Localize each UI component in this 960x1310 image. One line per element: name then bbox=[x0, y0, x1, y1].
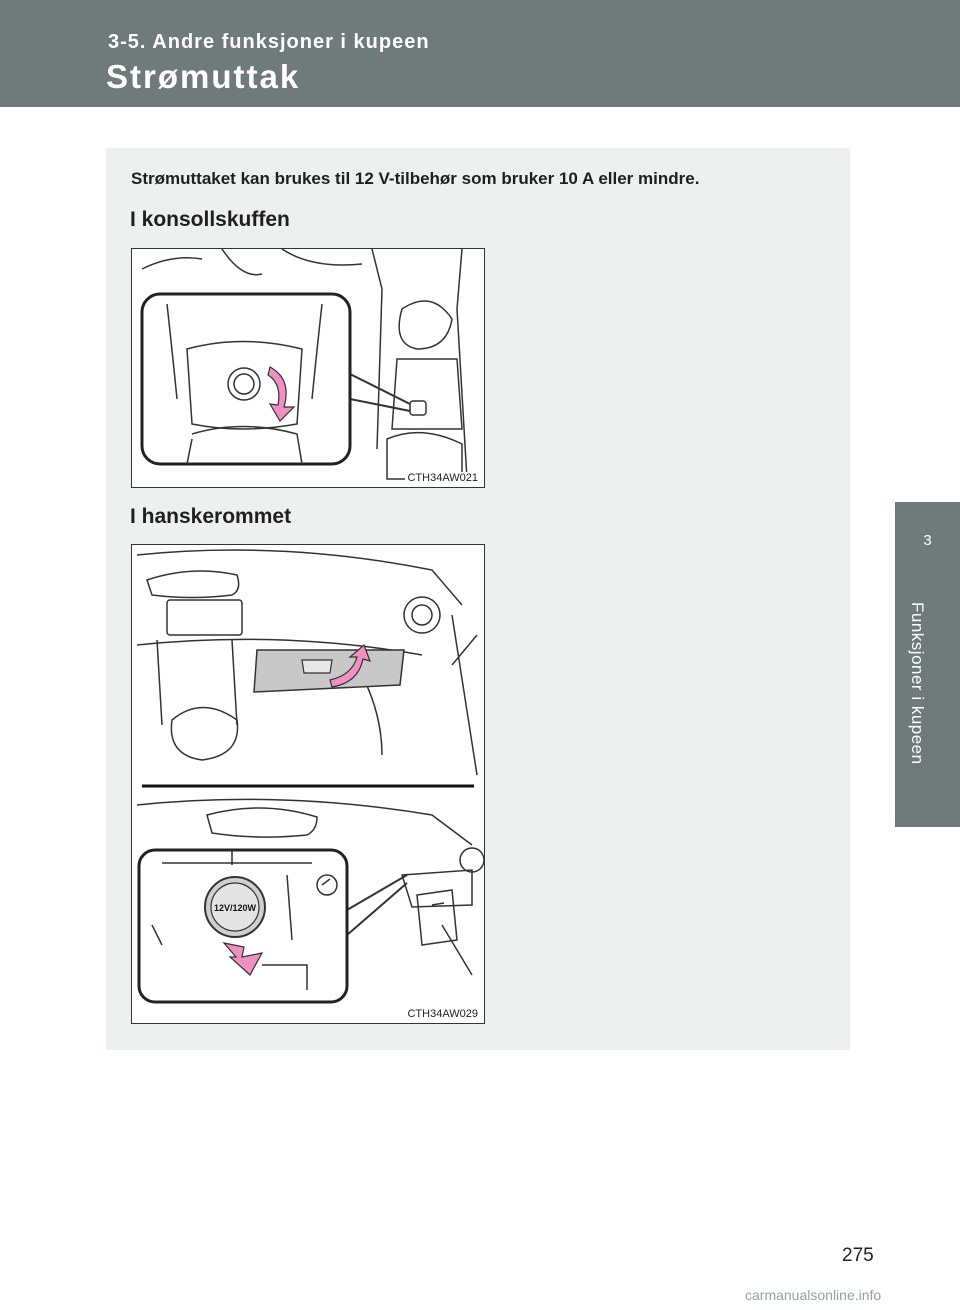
figure-code: CTH34AW021 bbox=[407, 472, 478, 484]
heading-glove-box: I hanskerommet bbox=[130, 505, 292, 528]
console-illustration bbox=[132, 249, 484, 487]
chapter-label: Funksjoner i kupeen bbox=[908, 602, 927, 765]
figure-glove-box bbox=[131, 544, 485, 1024]
page-number: 275 bbox=[842, 1245, 874, 1266]
intro-text: Strømuttaket kan brukes til 12 V-tilbehør som bruker 10 A eller mindre. bbox=[131, 169, 700, 188]
section-title: 3-5. Andre funksjoner i kupeen bbox=[108, 31, 430, 53]
glove-box-illustration bbox=[132, 545, 484, 1023]
figure-console-box bbox=[131, 248, 485, 488]
socket-label: 12V/120W bbox=[213, 903, 257, 913]
watermark: carmanualsonline.info bbox=[745, 1287, 882, 1303]
chapter-number: 3 bbox=[923, 532, 932, 549]
page-header bbox=[0, 0, 960, 107]
heading-console-box: I konsollskuffen bbox=[130, 208, 290, 231]
chapter-tab bbox=[895, 502, 960, 827]
figure-code: CTH34AW029 bbox=[407, 1008, 478, 1020]
page-title: Strømuttak bbox=[106, 58, 301, 95]
